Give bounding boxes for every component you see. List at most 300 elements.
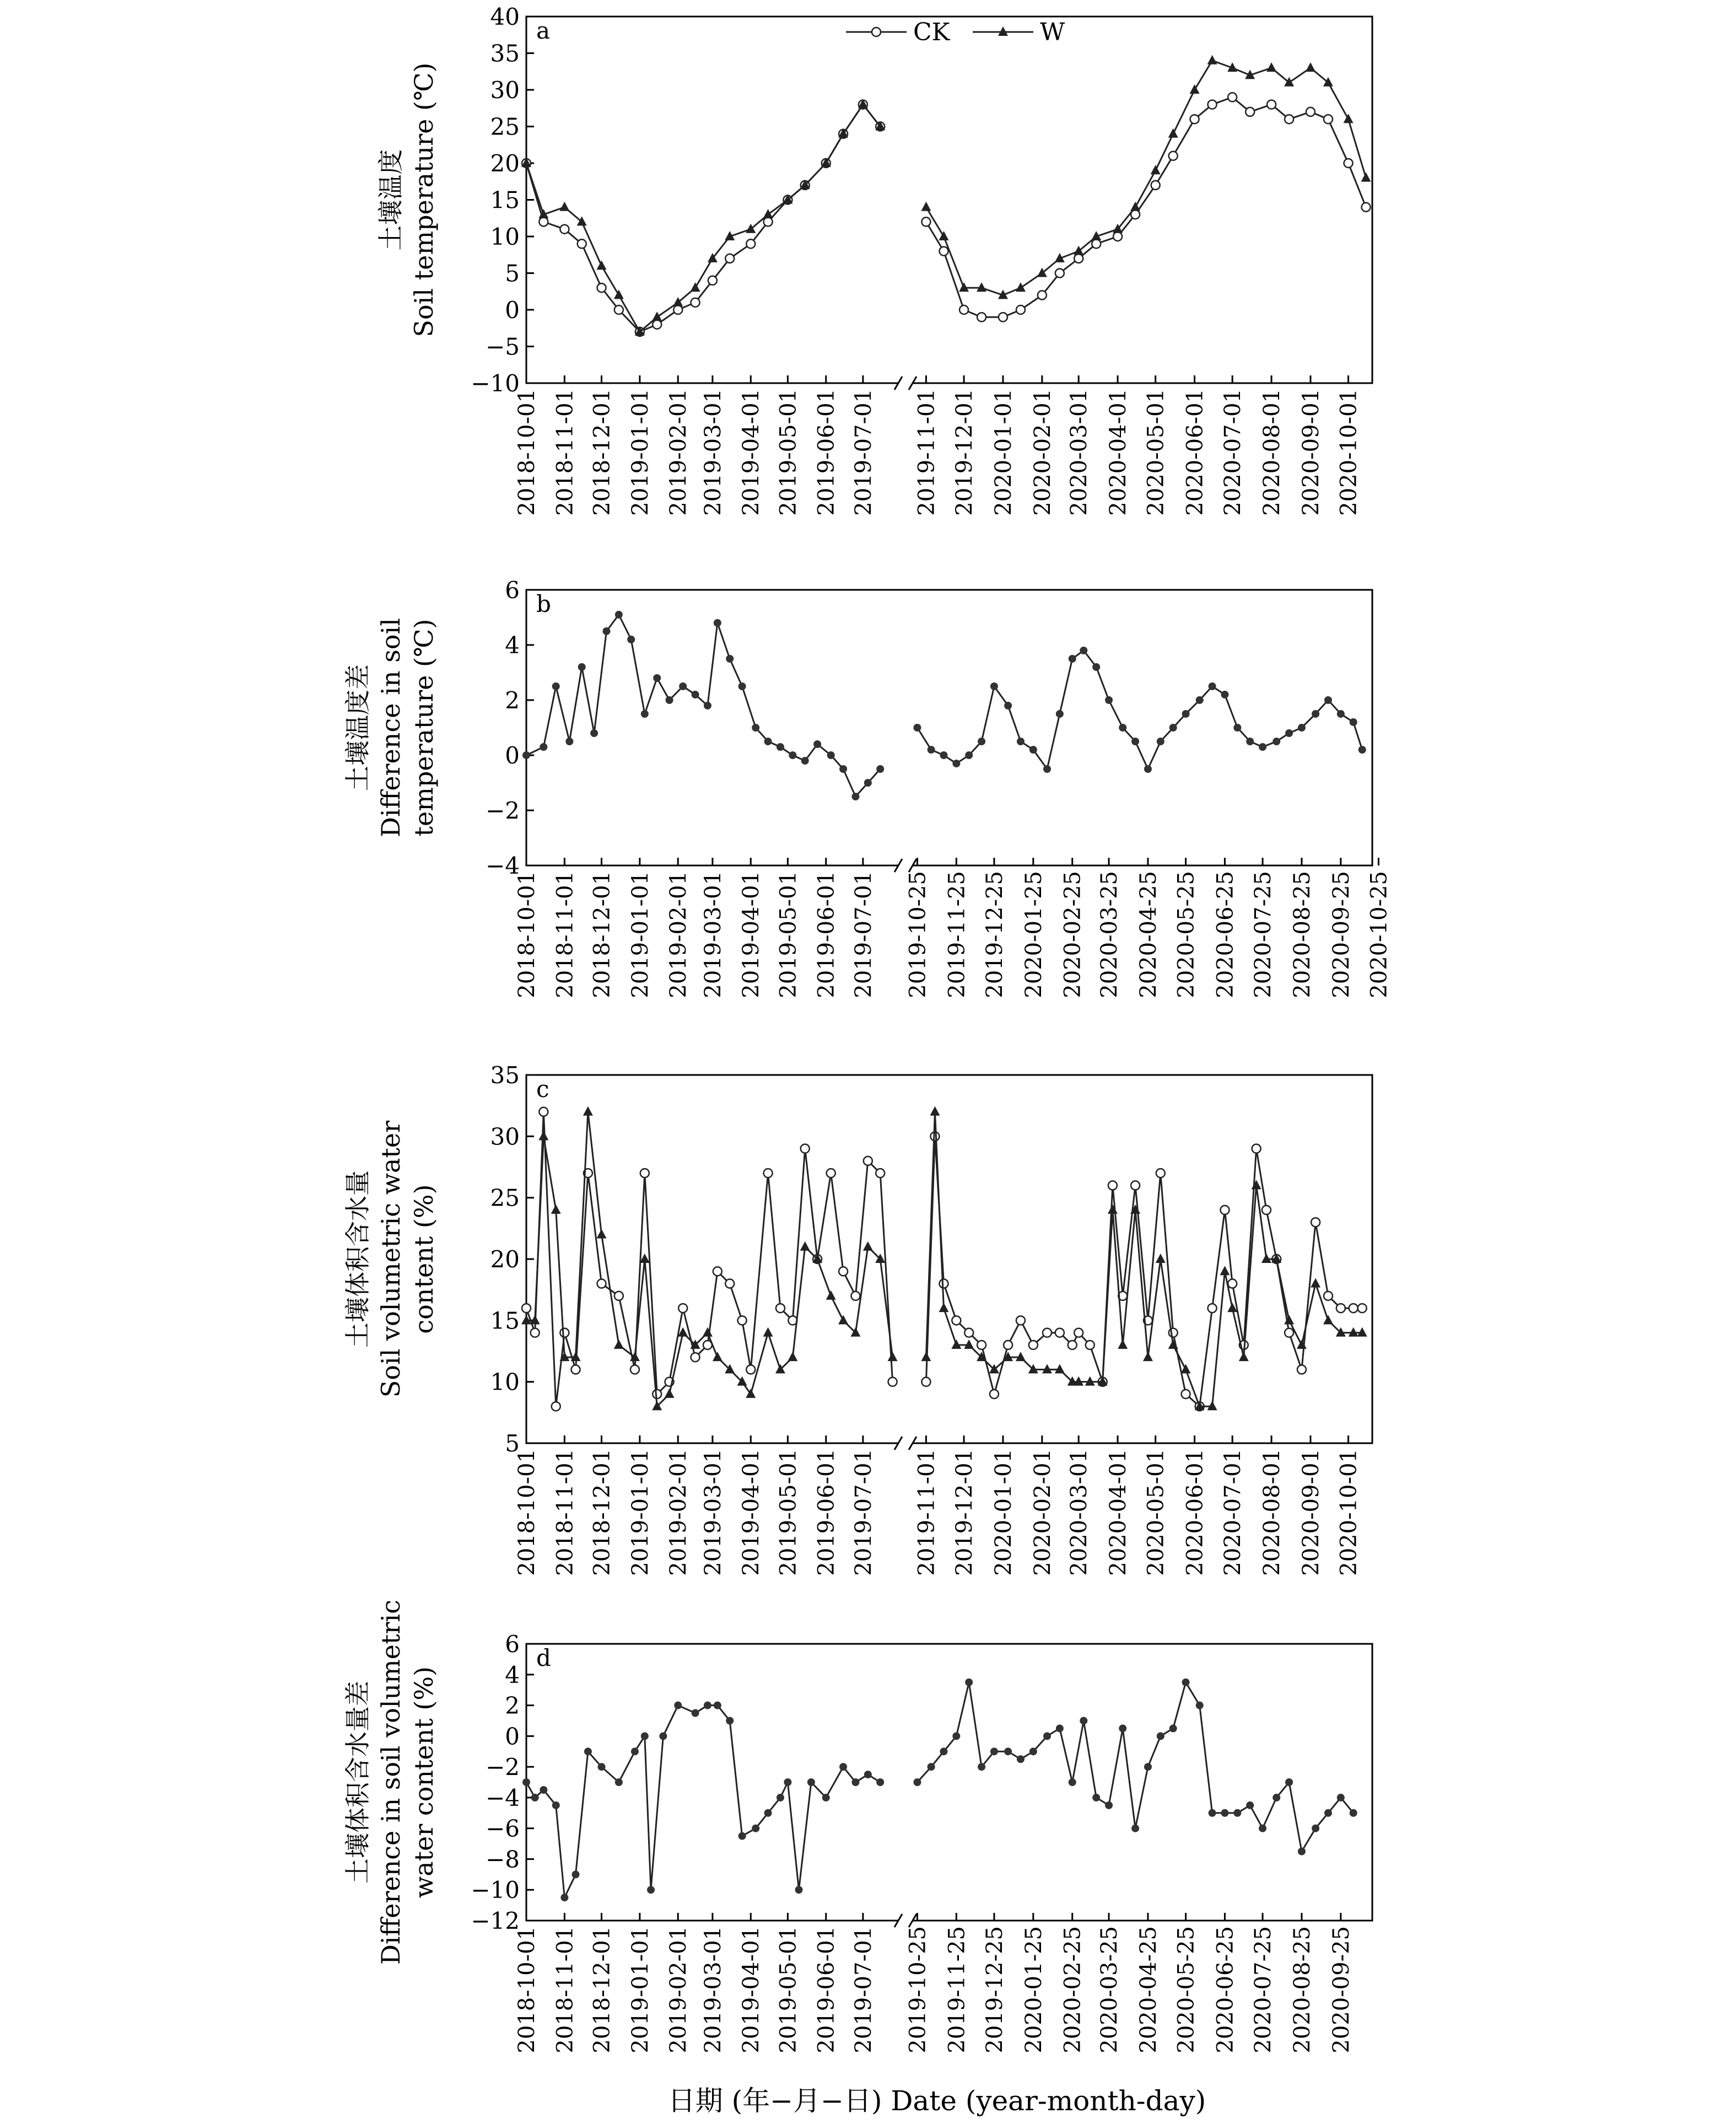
plot-frame xyxy=(526,1644,1372,1921)
y-axis-label: 土壤体积含水量 xyxy=(343,1170,373,1348)
x-tick-label: 2019-05-01 xyxy=(775,871,801,998)
data-point xyxy=(602,627,610,635)
data-point xyxy=(939,247,948,256)
y-tick-label: 30 xyxy=(490,1123,520,1150)
data-point xyxy=(708,276,717,285)
data-point xyxy=(614,305,623,314)
panel-label: c xyxy=(536,1076,549,1103)
data-point xyxy=(1246,738,1254,745)
data-point xyxy=(1043,765,1051,773)
y-tick-label: 30 xyxy=(490,77,520,104)
data-point xyxy=(1055,269,1064,278)
data-point xyxy=(641,710,649,718)
data-point xyxy=(1285,1778,1293,1786)
data-point xyxy=(1038,291,1047,299)
data-point xyxy=(959,305,968,314)
x-tick-label: 2020-05-01 xyxy=(1143,1449,1169,1576)
data-point xyxy=(876,765,884,773)
data-point xyxy=(1043,1329,1052,1337)
data-point xyxy=(978,738,985,745)
x-tick-label: 2020-06-25 xyxy=(1212,871,1238,998)
plot-frame xyxy=(526,1075,1372,1443)
data-point xyxy=(921,202,931,211)
data-point xyxy=(1259,1825,1266,1832)
data-point xyxy=(703,1327,713,1337)
data-point xyxy=(939,1279,948,1288)
data-point xyxy=(1029,746,1037,754)
data-point xyxy=(725,1279,734,1288)
y-tick-label: 20 xyxy=(490,150,520,177)
data-point xyxy=(752,1825,759,1832)
data-point xyxy=(1311,1278,1320,1288)
data-point xyxy=(1131,1181,1140,1190)
data-point xyxy=(1130,202,1140,211)
y-tick-label: 20 xyxy=(490,1246,520,1273)
series-line xyxy=(926,61,1366,295)
data-point xyxy=(913,1778,921,1786)
data-point xyxy=(1324,1292,1333,1300)
data-point xyxy=(801,757,809,765)
data-point xyxy=(1284,77,1294,87)
y-tick-label: −12 xyxy=(471,1907,520,1934)
x-tick-label: 2019-07-01 xyxy=(850,1926,876,2053)
data-point xyxy=(838,1315,848,1324)
data-point xyxy=(1029,1341,1038,1349)
data-point xyxy=(952,1316,961,1325)
y-tick-label: 25 xyxy=(490,1184,520,1212)
data-point xyxy=(813,740,821,748)
data-point xyxy=(952,1732,960,1740)
series-difference xyxy=(522,1679,1357,1901)
data-point xyxy=(1092,663,1100,671)
x-tick-label: 2019-10-25 xyxy=(905,871,931,998)
legend-label: W xyxy=(1040,18,1065,46)
data-point xyxy=(789,751,796,759)
data-point xyxy=(1068,1341,1077,1349)
data-point xyxy=(1168,1340,1178,1349)
x-tick-label: 2020-02-01 xyxy=(1029,389,1055,516)
y-tick-label: −4 xyxy=(486,852,520,879)
data-point xyxy=(615,611,623,619)
data-point xyxy=(552,682,560,690)
data-point xyxy=(704,1702,711,1709)
data-point xyxy=(522,1778,530,1786)
data-point xyxy=(1151,181,1160,190)
data-point xyxy=(560,1329,569,1337)
x-tick-label: 2019-06-01 xyxy=(813,1926,839,2053)
data-point xyxy=(560,1894,568,1901)
data-point xyxy=(531,1329,540,1337)
data-point xyxy=(691,298,700,307)
data-point xyxy=(1190,115,1199,123)
data-point xyxy=(1086,1341,1095,1349)
data-point xyxy=(1131,1825,1139,1832)
data-point xyxy=(1181,1364,1191,1373)
data-point xyxy=(1144,1763,1152,1771)
data-point xyxy=(928,1763,935,1771)
data-point xyxy=(1105,696,1113,704)
data-point xyxy=(990,1747,998,1755)
x-tick-label: 2020-04-01 xyxy=(1106,389,1131,516)
data-point xyxy=(577,216,587,225)
data-point xyxy=(1273,1794,1280,1802)
data-point xyxy=(653,674,661,682)
data-point xyxy=(552,1402,560,1411)
data-point xyxy=(952,760,960,767)
x-tick-label: 2019-05-01 xyxy=(775,1449,801,1576)
data-point xyxy=(1285,115,1293,123)
data-point xyxy=(1182,1390,1190,1399)
data-point xyxy=(1157,1732,1164,1740)
series-CK xyxy=(522,1107,1367,1411)
data-point xyxy=(559,202,569,211)
y-tick-label: 10 xyxy=(490,1368,520,1396)
data-point xyxy=(1336,1304,1345,1313)
data-point xyxy=(714,1702,721,1709)
data-point xyxy=(864,1771,872,1778)
data-point xyxy=(1196,1702,1204,1709)
data-point xyxy=(1069,655,1076,663)
data-point xyxy=(1285,1329,1293,1337)
data-point xyxy=(746,1365,755,1374)
data-point xyxy=(1221,1809,1228,1817)
x-tick-label: 2019-05-01 xyxy=(775,389,801,516)
data-point xyxy=(1246,107,1254,116)
data-point xyxy=(1273,738,1280,745)
series-line xyxy=(926,97,1366,317)
x-tick-label: 2018-12-01 xyxy=(589,871,615,998)
data-point xyxy=(565,738,573,745)
x-tick-label: 2019-01-01 xyxy=(627,1449,653,1576)
data-point xyxy=(864,1157,872,1165)
x-tick-label: 2019-01-01 xyxy=(627,389,653,516)
data-point xyxy=(1156,1254,1166,1263)
y-tick-label: −5 xyxy=(486,333,520,361)
y-tick-label: 35 xyxy=(490,1062,520,1089)
chart-panel-b xyxy=(343,577,1392,998)
x-tick-label: 2019-02-01 xyxy=(666,389,692,516)
data-point xyxy=(1246,1802,1254,1809)
data-point xyxy=(965,1679,973,1686)
y-tick-label: −2 xyxy=(486,797,520,824)
data-point xyxy=(1324,696,1332,704)
y-tick-label: −4 xyxy=(486,1784,520,1811)
x-tick-label: 2019-06-01 xyxy=(813,1449,839,1576)
x-tick-label: 2019-06-01 xyxy=(813,389,839,516)
data-point xyxy=(1074,246,1083,255)
data-point xyxy=(1262,1206,1271,1214)
data-point xyxy=(864,779,872,787)
data-point xyxy=(1169,152,1178,160)
y-tick-label: 35 xyxy=(490,40,520,67)
series-W xyxy=(521,55,1371,336)
data-point xyxy=(1017,738,1025,745)
data-point xyxy=(614,1340,624,1349)
data-point xyxy=(665,1389,675,1398)
data-point xyxy=(839,1763,847,1771)
data-point xyxy=(1092,239,1101,248)
data-point xyxy=(1108,1205,1118,1214)
data-point xyxy=(692,691,699,698)
y-axis-label: water content (%) xyxy=(409,1666,439,1899)
x-tick-label: 2020-01-01 xyxy=(990,389,1016,516)
series-line xyxy=(526,105,880,332)
data-point xyxy=(678,1304,687,1313)
data-point xyxy=(888,1378,897,1386)
x-tick-label: 2019-07-01 xyxy=(850,389,876,516)
x-tick-label: 2019-11-25 xyxy=(944,1926,970,2053)
chart-panel-d xyxy=(343,1600,1372,2053)
legend-label: CK xyxy=(913,18,950,46)
data-point xyxy=(584,1747,592,1755)
data-point xyxy=(522,1304,531,1313)
data-point xyxy=(1324,115,1333,123)
x-tick-label: 2020-05-01 xyxy=(1143,389,1169,516)
x-tick-label: 2020-06-01 xyxy=(1182,1449,1208,1576)
data-point xyxy=(1221,691,1228,698)
data-point xyxy=(746,224,756,233)
panel-label: d xyxy=(536,1644,551,1671)
data-point xyxy=(615,1778,623,1786)
y-axis-label: temperature (℃) xyxy=(409,619,439,837)
data-point xyxy=(704,702,711,709)
data-point xyxy=(965,751,973,759)
y-tick-label: −2 xyxy=(486,1754,520,1781)
data-point xyxy=(1056,1724,1064,1732)
x-tick-label: 2020-10-25 xyxy=(1366,871,1392,998)
data-point xyxy=(964,1329,973,1337)
y-tick-label: −10 xyxy=(471,1876,520,1904)
data-point xyxy=(725,254,734,263)
x-tick-label: 2018-12-01 xyxy=(589,389,615,516)
x-tick-label: 2020-02-25 xyxy=(1060,871,1086,998)
panel-label: b xyxy=(536,590,551,617)
x-tick-label: 2020-07-01 xyxy=(1220,1449,1246,1576)
x-tick-label: 2020-09-01 xyxy=(1298,1449,1324,1576)
data-point xyxy=(1350,1809,1357,1817)
y-tick-label: 0 xyxy=(505,297,520,324)
data-point xyxy=(827,751,835,759)
data-point xyxy=(726,655,734,663)
data-point xyxy=(674,1702,682,1709)
x-tick-label: 2020-10-01 xyxy=(1336,1449,1362,1576)
data-point xyxy=(1350,718,1357,726)
data-point xyxy=(851,793,859,800)
y-axis-label: Soil temperature (℃) xyxy=(409,62,439,337)
x-tick-label: 2019-07-01 xyxy=(850,871,876,998)
data-point xyxy=(540,743,547,751)
data-point xyxy=(1080,1717,1087,1724)
data-point xyxy=(614,1292,623,1300)
x-tick-label: 2020-07-25 xyxy=(1250,871,1276,998)
data-point xyxy=(763,1327,773,1337)
x-tick-label: 2020-03-25 xyxy=(1097,871,1123,998)
x-tick-label: 2020-04-01 xyxy=(1106,1449,1131,1576)
x-tick-label: 2020-05-25 xyxy=(1173,1926,1199,2053)
data-point xyxy=(1239,1352,1249,1361)
data-point xyxy=(851,1778,859,1786)
data-point xyxy=(1312,1825,1319,1832)
data-point xyxy=(1016,305,1025,314)
data-point xyxy=(1016,282,1026,292)
data-point xyxy=(1108,1181,1117,1190)
data-point xyxy=(876,1169,885,1177)
legend xyxy=(846,18,1065,46)
x-tick-label: 2020-06-01 xyxy=(1182,389,1208,516)
data-point xyxy=(1118,1340,1128,1349)
data-point xyxy=(888,1352,898,1361)
data-point xyxy=(928,746,935,754)
x-tick-label: 2019-03-01 xyxy=(700,1449,726,1576)
panel-label: a xyxy=(536,17,551,44)
data-point xyxy=(784,1778,791,1786)
y-tick-label: 25 xyxy=(490,113,520,141)
data-point xyxy=(1228,93,1237,101)
data-point xyxy=(1344,114,1354,123)
series-line xyxy=(526,105,880,332)
data-point xyxy=(631,1747,639,1755)
data-point xyxy=(1069,1778,1076,1786)
data-point xyxy=(876,1778,884,1786)
y-tick-label: 4 xyxy=(505,1661,520,1689)
y-tick-label: 2 xyxy=(505,1692,520,1719)
x-tick-label: 2020-07-25 xyxy=(1250,1926,1276,2053)
x-tick-label: 2020-02-25 xyxy=(1060,1926,1086,2053)
data-point xyxy=(1323,77,1333,87)
x-tick-label: 2019-03-01 xyxy=(700,1926,726,2053)
data-point xyxy=(930,1106,940,1116)
data-point xyxy=(1312,710,1319,718)
y-tick-label: 4 xyxy=(505,632,520,659)
data-point xyxy=(578,239,586,248)
x-tick-label: 2019-02-01 xyxy=(666,1449,692,1576)
data-point xyxy=(977,313,986,321)
data-point xyxy=(1113,232,1122,241)
x-tick-label: 2019-03-01 xyxy=(700,871,726,998)
x-tick-label: 2019-05-01 xyxy=(775,1926,801,2053)
data-point xyxy=(1004,1341,1012,1349)
x-tick-label: 2019-10-25 xyxy=(905,1926,931,2053)
data-point xyxy=(531,1794,539,1802)
data-point xyxy=(652,311,662,321)
data-point xyxy=(801,1144,810,1153)
x-tick-label: 2020-02-01 xyxy=(1029,1449,1055,1576)
data-point xyxy=(1220,1266,1230,1275)
data-point xyxy=(539,1107,548,1116)
x-tick-label: 2020-03-01 xyxy=(1066,1449,1092,1576)
data-point xyxy=(913,724,921,732)
data-point xyxy=(1344,159,1353,168)
x-tick-label: 2019-04-01 xyxy=(738,1449,764,1576)
data-point xyxy=(1043,1732,1051,1740)
data-point xyxy=(1306,62,1316,72)
data-point xyxy=(939,1303,948,1312)
data-point xyxy=(1324,1809,1332,1817)
data-point xyxy=(614,289,624,299)
data-point xyxy=(977,1341,986,1349)
x-tick-label: 2019-12-25 xyxy=(982,871,1007,998)
data-point xyxy=(640,1169,649,1177)
data-point xyxy=(647,1886,655,1894)
x-tick-label: 2020-08-01 xyxy=(1259,1449,1285,1576)
legend-marker xyxy=(872,28,881,36)
y-axis-label: Difference in soil volumetric xyxy=(376,1599,406,1965)
x-tick-label: 2019-06-01 xyxy=(813,871,839,998)
y-tick-label: 0 xyxy=(505,742,520,769)
x-tick-label: 2019-11-25 xyxy=(944,871,970,998)
data-point xyxy=(764,1169,773,1177)
data-point xyxy=(807,1778,815,1786)
data-point xyxy=(939,231,948,240)
data-point xyxy=(714,619,721,627)
plot-frame xyxy=(526,17,1372,383)
data-point xyxy=(627,636,635,643)
y-tick-label: 6 xyxy=(505,1631,520,1658)
x-tick-label: 2019-04-01 xyxy=(738,871,764,998)
data-point xyxy=(1017,1755,1025,1763)
chart-panel-c xyxy=(343,1062,1372,1576)
x-tick-label: 2019-03-01 xyxy=(700,389,726,516)
data-point xyxy=(691,282,700,292)
data-point xyxy=(597,283,606,292)
data-point xyxy=(921,1352,931,1361)
data-point xyxy=(692,1709,699,1717)
data-point xyxy=(1306,107,1315,116)
y-tick-label: 10 xyxy=(490,223,520,250)
data-point xyxy=(839,765,847,773)
y-tick-label: −6 xyxy=(486,1815,520,1842)
data-point xyxy=(1029,1747,1037,1755)
x-tick-label: 2019-11-01 xyxy=(914,1449,940,1576)
data-point xyxy=(1119,724,1126,732)
x-tick-label: 2019-07-01 xyxy=(850,1449,876,1576)
series-line xyxy=(526,1112,893,1406)
x-tick-label: 2018-12-01 xyxy=(589,1449,615,1576)
x-tick-label: 2020-09-25 xyxy=(1328,871,1354,998)
y-axis-label: content (%) xyxy=(409,1184,439,1334)
data-point xyxy=(713,1352,723,1361)
x-tick-label: 2020-09-01 xyxy=(1298,389,1324,516)
data-point xyxy=(539,217,548,226)
y-tick-label: −10 xyxy=(471,370,520,397)
data-point xyxy=(788,1352,797,1361)
y-tick-label: 2 xyxy=(505,687,520,714)
x-tick-label: 2020-08-25 xyxy=(1289,1926,1315,2053)
x-tick-label: 2018-11-01 xyxy=(552,1926,578,2053)
data-point xyxy=(1151,165,1161,174)
data-point xyxy=(596,1229,606,1238)
data-point xyxy=(1285,729,1293,737)
x-tick-label: 2020-07-01 xyxy=(1220,389,1246,516)
data-point xyxy=(1233,1809,1241,1817)
data-point xyxy=(1157,738,1164,745)
data-point xyxy=(552,1802,560,1809)
data-point xyxy=(921,217,930,226)
data-point xyxy=(691,1353,700,1362)
data-point xyxy=(999,313,1007,321)
data-point xyxy=(540,1786,547,1794)
data-point xyxy=(641,1732,649,1740)
x-tick-label: 2019-02-01 xyxy=(666,871,692,998)
y-axis-label: 土壤温度差 xyxy=(343,664,373,791)
x-tick-label: 2020-06-25 xyxy=(1212,1926,1238,2053)
data-point xyxy=(827,1169,835,1177)
x-tick-label: 2019-01-01 xyxy=(627,871,653,998)
data-point xyxy=(1169,1724,1177,1732)
data-point xyxy=(1056,710,1064,718)
data-point xyxy=(1182,710,1190,718)
data-point xyxy=(1208,1304,1217,1313)
